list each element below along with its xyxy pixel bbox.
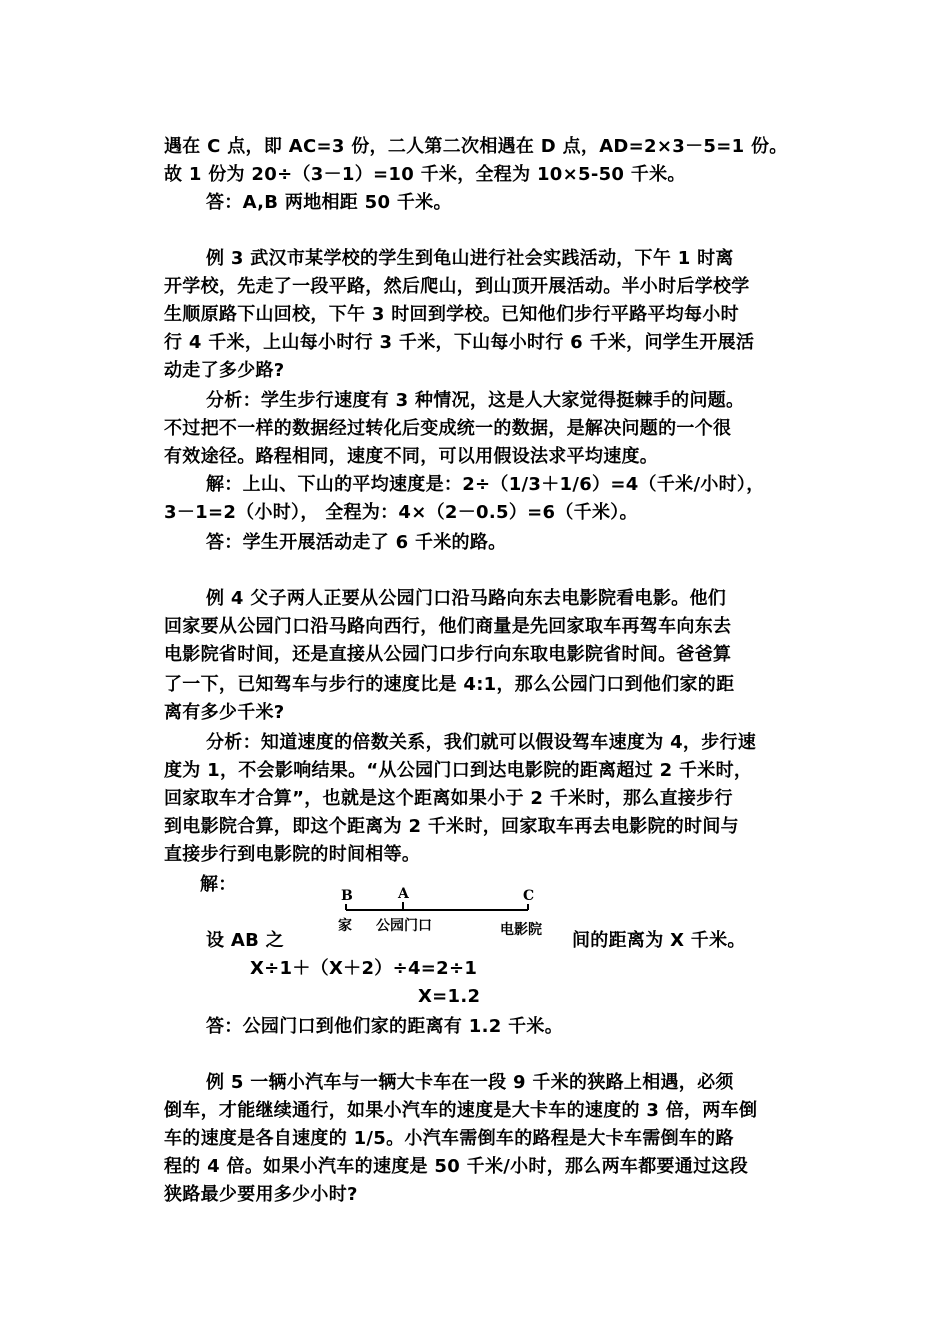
park-gate-label: 公园门口 [376,918,432,934]
cinema-label: 电影院 [500,922,542,938]
answer-line: 答：A,B 两地相距 50 千米。 [206,192,452,213]
text-line: 电影院省时间，还是直接从公园门口步行向东取电影院省时间。爸爸算 [164,644,732,665]
text-line: 行 4 千米，上山每小时行 3 千米，下山每小时行 6 千米，问学生开展活 [164,332,755,353]
example-5-heading: 例 5 一辆小汽车与一辆大卡车在一段 9 千米的狭路上相遇，必须 [206,1072,734,1093]
text-line: 了一下，已知驾车与步行的速度比是 4:1，那么公园门口到他们家的距 [164,674,735,695]
text-line: 故 1 份为 20÷（3－1）=10 千米，全程为 10×5-50 千米。 [164,164,686,185]
text-line: 3－1=2（小时）， 全程为：4×（2－0.5）=6（千米）。 [164,502,638,523]
text-line: 度为 1，不会影响结果。“从公园门口到达电影院的距离超过 2 千米时， [164,760,753,781]
answer-line: 答：公园门口到他们家的距离有 1.2 千米。 [206,1016,564,1037]
point-c-label: C [523,888,535,904]
text-line: 倒车，才能继续通行，如果小汽车的速度是大卡车的速度的 3 倍，两车倒 [164,1100,758,1121]
solution-label: 解： [200,874,237,895]
equation-result: X=1.2 [418,986,481,1007]
solution-line: 解：上山、下山的平均速度是：2÷（1/3＋1/6）=4（千米/小时）， [206,474,765,495]
solution-line: 设 AB 之 [206,930,284,951]
text-line: 直接步行到电影院的时间相等。 [164,844,421,865]
text-line: 有效途径。路程相同，速度不同，可以用假设法求平均速度。 [164,446,659,467]
point-a-label: A [398,886,409,902]
text-line: 回家要从公园门口沿马路向西行，他们商量是先回家取车再驾车向东去 [164,616,732,637]
analysis-line: 分析：学生步行速度有 3 种情况，这是人大家觉得挺棘手的问题。 [206,390,745,411]
text-line: 开学校，先走了一段平路，然后爬山，到山顶开展活动。半小时后学校学 [164,276,750,297]
text-line: 生顺原路下山回校，下午 3 时回到学校。已知他们步行平路平均每小时 [164,304,739,325]
analysis-line: 分析：知道速度的倍数关系，我们就可以假设驾车速度为 4，步行速 [206,732,757,753]
home-label: 家 [338,918,352,934]
distance-diagram [336,886,560,942]
text-line: 遇在 C 点，即 AC=3 份，二人第二次相遇在 D 点，AD=2×3－5=1 份。 [164,136,788,157]
text-line: 狭路最少要用多少小时? [164,1184,358,1205]
example-4-heading: 例 4 父子两人正要从公园门口沿马路向东去电影院看电影。他们 [206,588,727,609]
text-line: 不过把不一样的数据经过转化后变成统一的数据，是解决问题的一个很 [164,418,732,439]
text-line: 车的速度是各自速度的 1/5。小汽车需倒车的路程是大卡车需倒车的路 [164,1128,734,1149]
answer-line: 答：学生开展活动走了 6 千米的路。 [206,532,507,553]
equation-line: X÷1＋（X＋2）÷4=2÷1 [250,958,478,979]
text-line: 离有多少千米? [164,702,285,723]
text-line: 到电影院合算，即这个距离为 2 千米时，回家取车再去电影院的时间与 [164,816,739,837]
solution-line: 间的距离为 X 千米。 [572,930,746,951]
text-line: 回家取车才合算”，也就是这个距离如果小于 2 千米时，那么直接步行 [164,788,733,809]
example-3-heading: 例 3 武汉市某学校的学生到龟山进行社会实践活动，下午 1 时离 [206,248,734,269]
text-line: 动走了多少路? [164,360,285,381]
text-line: 程的 4 倍。如果小汽车的速度是 50 千米/小时，那么两车都要通过这段 [164,1156,749,1177]
point-b-label: B [341,888,353,904]
